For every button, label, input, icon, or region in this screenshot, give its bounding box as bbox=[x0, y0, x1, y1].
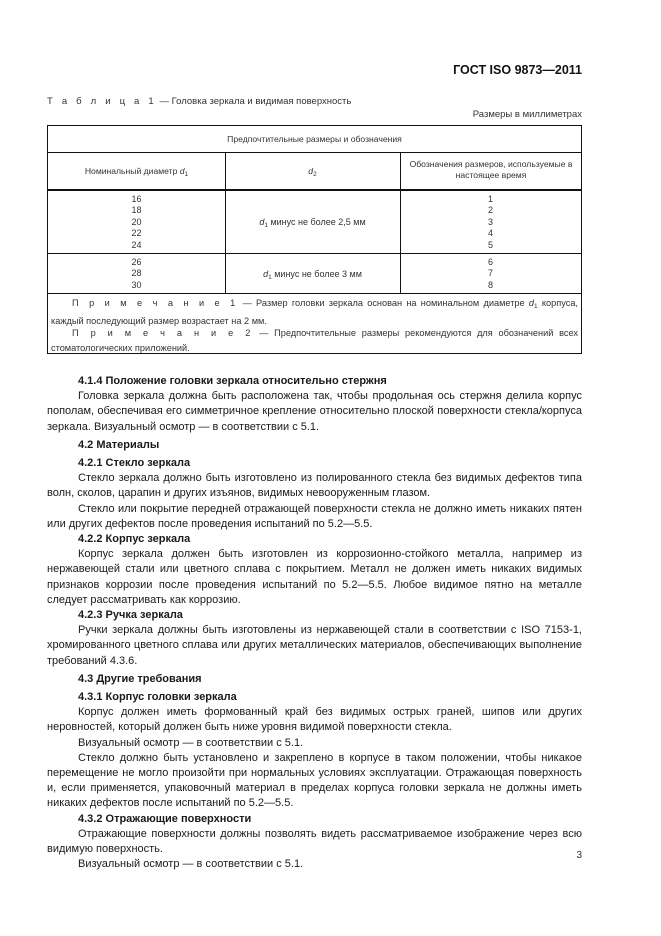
table-divider bbox=[48, 253, 581, 254]
page-number: 3 bbox=[576, 850, 582, 861]
table-units: Размеры в миллиметрах bbox=[472, 109, 582, 120]
document-id: ГОСТ ISO 9873—2011 bbox=[453, 63, 582, 77]
paragraph: Корпус зеркала должен быть изготовлен из коррозионно-стойкого металла, например из нержавеющей стали или цветного сплава с покрытием. Металл не должен иметь никаких видимых признаков коррозии после проведения испытаний по 5.2—5.5. Любое видимое пятно на металле следует рассматривать как коррозию. bbox=[47, 548, 582, 606]
paragraph: Корпус должен иметь формованный край без видимых острых граней, шипов или других неровностей, который должен быть ниже уровня видимой поверхности стекла. bbox=[47, 706, 582, 734]
paragraph: Стекло или покрытие передней отражающей поверхности стекла не должно иметь никаких пятен или других дефектов после проведения испытаний по 5.2—5.5. bbox=[47, 502, 582, 530]
row-2-d1-values: 26 28 30 bbox=[131, 257, 142, 290]
table-header-divider bbox=[48, 189, 581, 191]
table-note-1: П р и м е ч а н и е 1 — Размер головки зеркала основан на номинальном диаметре $d_1$ корпуса, каждый последующий размер возрастает на 2 мм. bbox=[51, 298, 578, 326]
table-divider bbox=[48, 293, 581, 294]
table-caption-title: — Головка зеркала и видимая поверхность bbox=[156, 96, 352, 107]
group-header: Предпочтительные размеры и обозначения bbox=[227, 134, 402, 144]
paragraph: Стекло должно быть установлено и закреплено в корпусе в таком положении, чтобы никакое перемещение не могло произойти при нормальных условиях эксплуатации. Отражающая поверхность и, если применяется, упаковочный материал в пределах корпуса головки зеркала не должны иметь никаких дефектов после испытаний по 5.2—5.5. bbox=[47, 751, 582, 810]
document-body bbox=[47, 374, 582, 873]
paragraph: Визуальный осмотр — в соответствии с 5.1. bbox=[78, 858, 304, 871]
table-divider bbox=[48, 152, 581, 153]
row-2-d2-value: $d_1$ минус не более 3 мм bbox=[263, 269, 362, 281]
table-caption bbox=[47, 96, 351, 107]
section-heading-4-3: 4.3 Другие требования bbox=[78, 672, 202, 685]
row-1-d1-values: 16 18 20 22 24 bbox=[131, 194, 142, 250]
row-1-codes: 1 2 3 4 5 bbox=[487, 194, 493, 250]
section-heading-4-2-2: 4.2.2 Корпус зеркала bbox=[78, 533, 191, 546]
section-heading-4-3-2: 4.3.2 Отражающие поверхности bbox=[78, 812, 252, 825]
section-heading-4-2: 4.2 Материалы bbox=[78, 438, 160, 451]
row-1-d2-value: $d_1$ минус не более 2,5 мм bbox=[259, 217, 366, 229]
column-header-codes: Обозначения размеров, используемые в настоящее время bbox=[409, 159, 573, 180]
table-caption-prefix: Т а б л и ц а 1 bbox=[47, 96, 157, 107]
column-header-d2: $d_2$ bbox=[308, 166, 317, 178]
paragraph: Отражающие поверхности должны позволять видеть рассматриваемое изображение через всю видимую поверхность. bbox=[47, 827, 582, 856]
section-heading-4-2-3: 4.2.3 Ручка зеркала bbox=[78, 609, 183, 622]
section-heading-4-2-1: 4.2.1 Стекло зеркала bbox=[78, 457, 191, 470]
section-heading-4-1-4: 4.1.4 Положение головки зеркала относительно стержня bbox=[78, 375, 387, 387]
paragraph: Стекло зеркала должно быть изготовлено из полированного стекла без видимых дефектов типа волн, сколов, царапин и других изъянов, видимых невооруженным глазом. bbox=[47, 472, 582, 500]
paragraph: Визуальный осмотр — в соответствии с 5.1. bbox=[78, 736, 304, 749]
paragraph: Головка зеркала должна быть расположена так, чтобы продольная ось стержня делила корпус пополам, обеспечивая его симметричное крепление относительно плоской поверхности стекла/корпуса зеркала. Визуальный осмотр — в соответствии с 5.1. bbox=[47, 390, 582, 433]
column-header-d1: Номинальный диаметр $d_1$ bbox=[84, 166, 189, 178]
section-heading-4-3-1: 4.3.1 Корпус головки зеркала bbox=[78, 691, 237, 704]
row-2-codes: 6 7 8 bbox=[487, 257, 493, 290]
paragraph: Ручки зеркала должны быть изготовлены из нержавеющей стали в соответствии с ISO 7153-1, хромированного цветного сплава или других металлических материалов, обеспечивающих выполнение требований 4.3.6. bbox=[47, 624, 582, 667]
column-header-d1-label: Номинальный диаметр bbox=[84, 166, 180, 176]
table-note-2: П р и м е ч а н и е 2 — Предпочтительные размеры рекомендуются для обозначений всех стоматологических приложений. bbox=[51, 328, 578, 353]
dimensions-table bbox=[47, 125, 582, 354]
